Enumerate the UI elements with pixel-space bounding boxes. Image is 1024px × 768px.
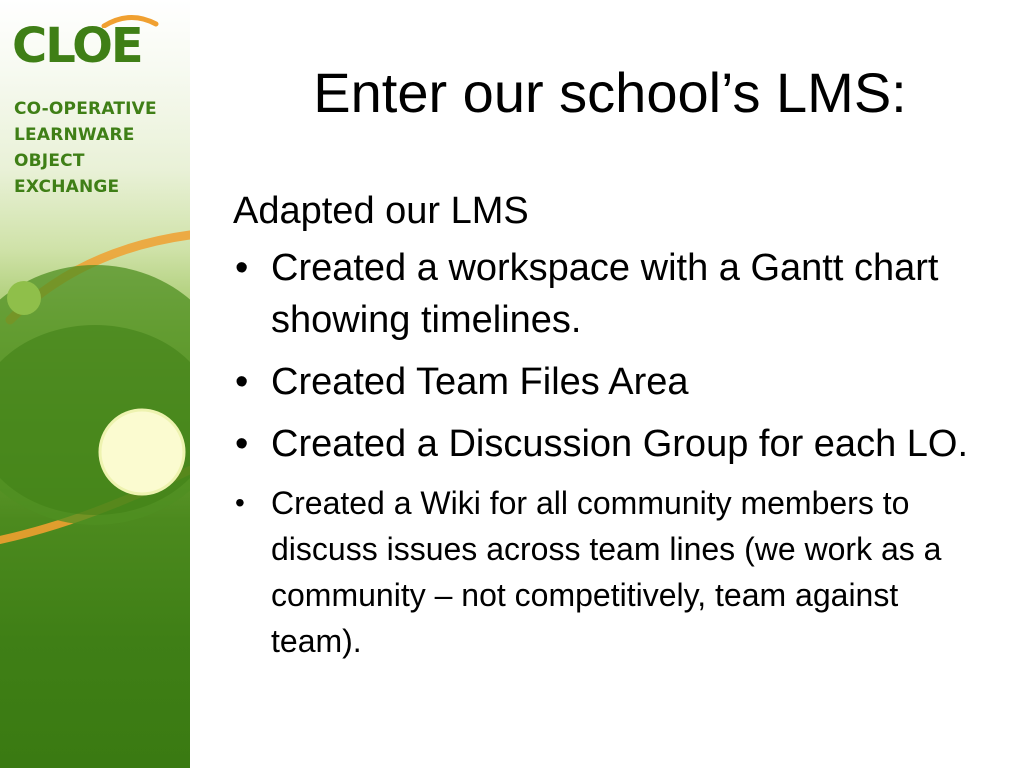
bullet-icon: • [235,247,249,289]
list-item [233,356,993,408]
list-item [233,480,993,664]
list-item-text: Created Team Files Area [271,361,689,403]
slide-title: Enter our school’s LMS: [313,61,907,124]
logo-line: CO-OPERATIVE [14,99,157,119]
slide-body [233,188,993,664]
list-item [233,242,993,346]
logo-subtitle [14,96,157,200]
list-item-text: Created a workspace with a Gantt chart showing timelines. [271,247,939,341]
list-item [233,418,993,470]
bullet-icon: • [235,423,249,465]
logo-line: OBJECT [14,151,85,171]
logo-line: EXCHANGE [14,177,120,197]
cloe-logo: CLOE [12,18,142,74]
bullet-icon: • [235,487,245,518]
bullet-list [233,242,993,664]
list-item-text: Created a Discussion Group for each LO. [271,423,969,465]
logo-orange-arc-icon [100,14,160,28]
logo-line: LEARNWARE [14,125,135,145]
bullet-icon: • [235,361,249,403]
sidebar-decoration [0,0,190,768]
list-item-text: Created a Wiki for all community members to discuss issues across team lines (we work as a community – not competitively, team against team). [271,485,942,659]
intro-text: Adapted our LMS [233,190,529,232]
